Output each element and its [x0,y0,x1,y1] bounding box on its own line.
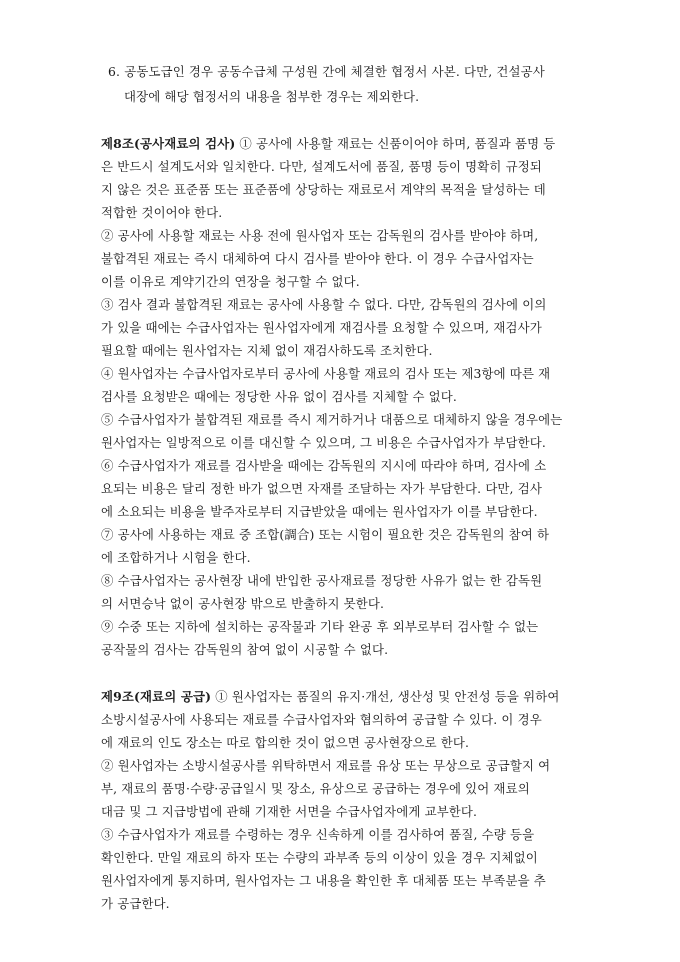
article-8-line: 가 있을 때에는 수급사업자는 원사업자에게 재검사를 요청할 수 있으며, 재검사가 [101,320,542,335]
article-9-line: 대금 및 그 지급방법에 관해 기재한 서면을 수급사업자에게 교부한다. [101,804,478,819]
article-8-line: 적합한 것이어야 한다. [101,205,223,220]
item-6-line-1: 6. 공동도급인 경우 공동수급체 구성원 간에 체결한 협정서 사본. 다만, 건설공사 [108,64,545,79]
article-8-line: 필요할 때에는 원사업자는 지체 없이 재검사하도록 조치한다. [101,343,433,358]
article-9-line: 가 공급한다. [101,896,170,911]
article-9-line-0 [101,689,560,705]
article-8-line: ② 공사에 사용할 재료는 사용 전에 원사업자 또는 감독원의 검사를 받아야 하며, [101,228,539,243]
article-8-line: 이를 이유로 계약기간의 연장을 청구할 수 없다. [101,274,360,289]
article-8-line: 불합격된 재료는 즉시 대체하여 다시 검사를 받아야 한다. 이 경우 수급사업자는 [101,251,534,266]
article-8-line: ⑥ 수급사업자가 재료를 검사받을 때에는 감독원의 지시에 따라야 하며, 검사에 소 [101,458,547,473]
article-8-line: 원사업자는 일방적으로 이를 대신할 수 있으며, 그 비용은 수급사업자가 부담한다. [101,435,546,450]
article-9-line: 원사업자에게 통지하며, 원사업자는 그 내용을 확인한 후 대체품 또는 부족분을 추 [101,873,546,888]
article-8-line: ③ 검사 결과 불합격된 재료는 공사에 사용할 수 없다. 다만, 감독원의 검사에 이의 [101,297,547,312]
article-8-line: 요되는 비용은 달리 정한 바가 없으면 자재를 조달하는 자가 부담한다. 다만, 검사 [101,481,542,496]
article-8-line: 검사를 요청받은 때에는 정당한 사유 없이 검사를 지체할 수 없다. [101,389,457,404]
article-8-line: 에 소요되는 비용을 발주자로부터 지급받았을 때에는 원사업자가 이를 부담한다. [101,504,538,519]
article-9-line: ③ 수급사업자가 재료를 수령하는 경우 신속하게 이를 검사하여 품질, 수량 등을 [101,827,535,842]
article-9-line: 확인한다. 만일 재료의 하자 또는 수량의 과부족 등의 이상이 있을 경우 지체없이 [101,850,538,865]
article-9-clause-1-start: ① 원사업자는 품질의 유지·개선, 생산성 및 안전성 등을 위하여 [211,689,560,704]
article-8-line: ⑤ 수급사업자가 불합격된 재료를 즉시 제거하거나 대품으로 대체하지 않을 경우에는 [101,412,563,427]
article-8-line: 지 않은 것은 표준품 또는 표준품에 상당하는 재료로서 계약의 목적을 달성하는 데 [101,182,546,197]
article-9-line: 에 재료의 인도 장소는 따로 합의한 것이 없으면 공사현장으로 한다. [101,735,470,750]
article-8-line: 공작물의 검사는 감독원의 참여 없이 시공할 수 없다. [101,642,389,657]
article-9-line: 부, 재료의 품명·수량·공급일시 및 장소, 유상으로 공급하는 경우에 있어 재료의 [101,781,530,796]
article-8-line: ⑨ 수중 또는 지하에 설치하는 공작물과 기타 완공 후 외부로부터 검사할 수 없는 [101,619,539,634]
item-6-line-2: 대장에 해당 협정서의 내용을 첨부한 경우는 제외한다. [124,89,420,104]
article-8-line: ⑦ 공사에 사용하는 재료 중 조합(調合) 또는 시험이 필요한 것은 감독원의 참여 하 [101,527,550,542]
article-8-line: 은 반드시 설계도서와 일치한다. 다만, 설계도서에 품질, 품명 등이 명확히 규정되 [101,159,542,174]
article-9-line: 소방시설공사에 사용되는 재료를 수급사업자와 협의하여 공급할 수 있다. 이 경우 [101,712,542,727]
article-8-clause-1-start: ① 공사에 사용할 재료는 신품이어야 하며, 품질과 품명 등 [235,136,556,151]
article-8-line: 에 조합하거나 시험을 한다. [101,550,251,565]
article-8-line: 의 서면승낙 없이 공사현장 밖으로 반출하지 못한다. [101,596,385,611]
article-9-heading: 제9조(재료의 공급) [101,689,212,704]
article-8-heading: 제8조(공사재료의 검사) [101,136,236,151]
article-9-line: ② 원사업자는 소방시설공사를 위탁하면서 재료를 유상 또는 무상으로 공급할지 여 [101,758,551,773]
article-8-line-0 [101,136,555,152]
article-8-line: ⑧ 수급사업자는 공사현장 내에 반입한 공사재료를 정당한 사유가 없는 한 감독원 [101,573,543,588]
article-8-line: ④ 원사업자는 수급사업자로부터 공사에 사용할 재료의 검사 또는 제3항에 따른 재 [101,366,551,381]
